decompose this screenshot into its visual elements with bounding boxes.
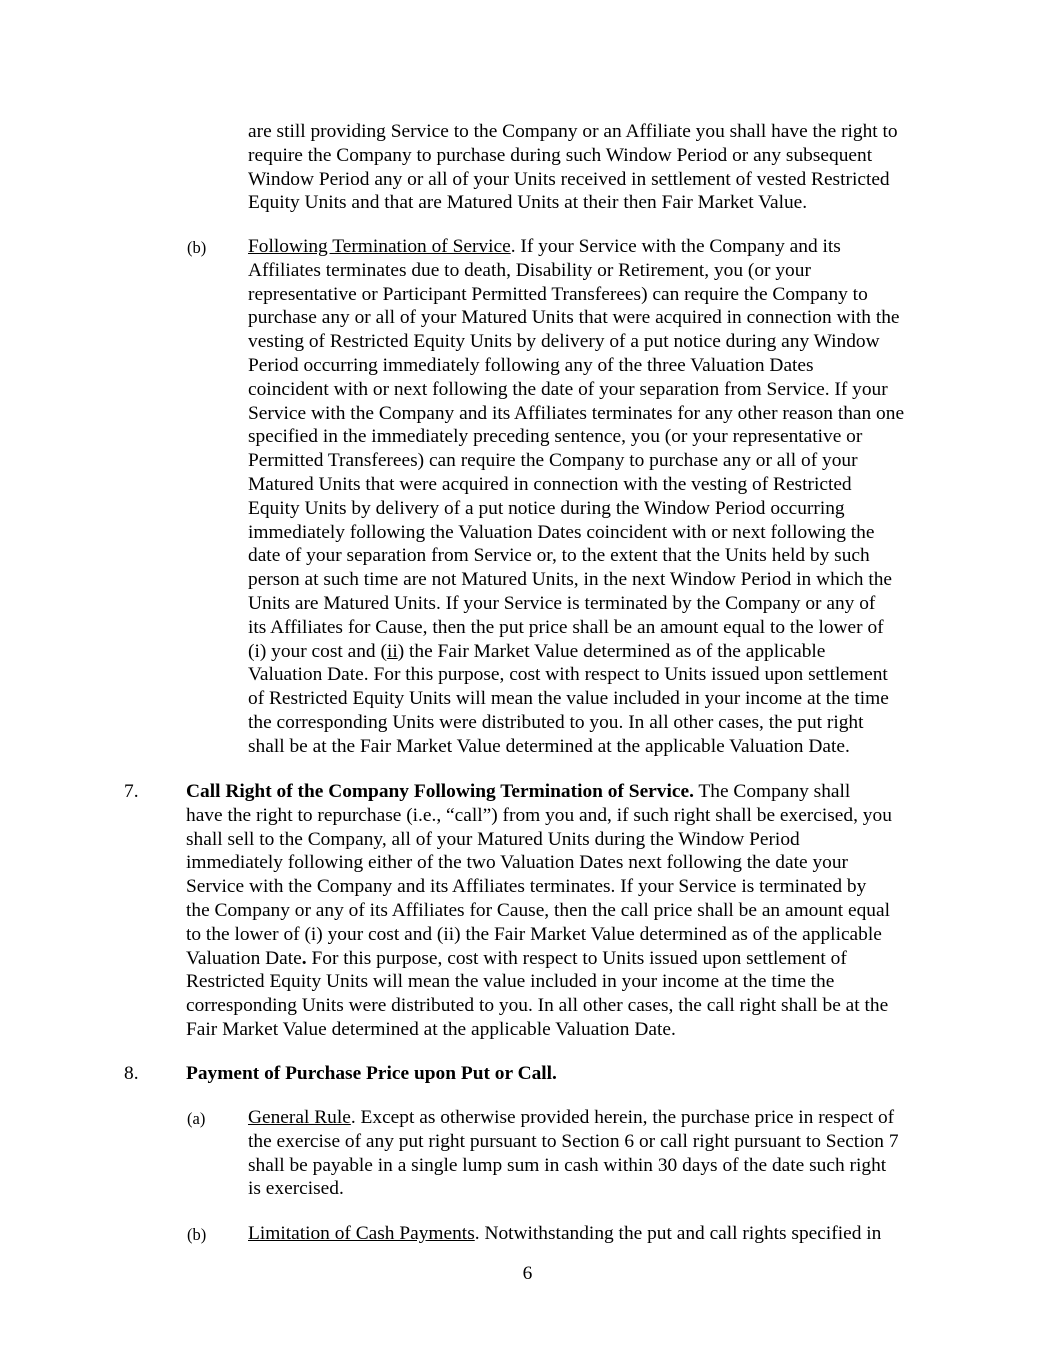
text-line: have the right to repurchase (i.e., “call”) from you and, if such right shall be exercised, you (186, 804, 892, 826)
text-line: immediately following the Valuation Dates coincident with or next following the (248, 521, 875, 543)
text-line: vesting of Restricted Equity Units by delivery of a put notice during any Window (248, 331, 880, 353)
text-line: Equity Units and that are Matured Units at their then Fair Market Value. (248, 192, 808, 214)
text-line: specified in the immediately preceding sentence, you (or your representative or (248, 426, 863, 448)
section-number-7: 7. (124, 781, 139, 802)
text-line: Service with the Company and its Affiliates terminates for any other reason than one (248, 402, 905, 424)
text-line: Limitation of Cash Payments. Notwithstanding the put and call rights specified in (248, 1223, 882, 1244)
text-line: Valuation Date. For this purpose, cost with respect to Units issued upon settlement of (186, 947, 847, 969)
text-line: (i) your cost and (ii) the Fair Market Value determined as of the applicable (248, 640, 826, 662)
page-number: 6 (522, 1263, 533, 1284)
text-line: the Company or any of its Affiliates for Cause, then the call price shall be an amount equal (186, 899, 890, 921)
text-line: is exercised. (248, 1178, 344, 1200)
text-line: corresponding Units were distributed to you. In all other cases, the call right shall be at the (186, 995, 889, 1017)
section-6b-paragraph (248, 235, 968, 759)
subsection-marker-6b: (b) (187, 238, 207, 257)
text-line: the exercise of any put right pursuant to Section 6 or call right pursuant to Section 7 (248, 1130, 899, 1152)
text-line: require the Company to purchase during such Window Period or any subsequent (248, 144, 873, 166)
text-line: the corresponding Units were distributed to you. In all other cases, the put right (248, 711, 864, 733)
section-heading: Call Right of the Company Following Termination of Service. (186, 781, 694, 802)
text-line: Following Termination of Service. If your Service with the Company and its (248, 236, 841, 257)
underlined-roman-numeral: ii (386, 640, 398, 662)
text-line: Restricted Equity Units will mean the value included in your income at the time the (186, 971, 835, 993)
text-line: Equity Units by delivery of a put notice during the Window Period occurring (248, 497, 845, 519)
text-line: Valuation Date. For this purpose, cost with respect to Units issued upon settlement (248, 664, 888, 686)
text-line: Units are Matured Units. If your Service is terminated by the Company or any of (248, 592, 876, 614)
text-line: purchase any or all of your Matured Units that were acquired in connection with the (248, 307, 900, 329)
subsection-heading: General Rule (248, 1107, 351, 1128)
text-line: representative or Participant Permitted Transferees) can require the Company to (248, 283, 868, 305)
text-line: Affiliates terminates due to death, Disability or Retirement, you (or your (248, 259, 811, 281)
text-line: coincident with or next following the date of your separation from Service. If your (248, 378, 888, 400)
subsection-marker-8a: (a) (187, 1109, 206, 1128)
text-line (186, 1062, 966, 1086)
text-line: shall sell to the Company, all of your Matured Units during the Window Period (186, 828, 800, 850)
text-line: Window Period any or all of your Units received in settlement of vested Restricted (248, 168, 890, 190)
section-heading: Payment of Purchase Price upon Put or Call. (186, 1063, 557, 1084)
continuation-paragraph (248, 120, 968, 215)
section-number-8: 8. (124, 1063, 139, 1084)
section-8b-paragraph (248, 1222, 968, 1246)
subsection-marker-8b: (b) (187, 1225, 207, 1244)
text-line: Period occurring immediately following any of the three Valuation Dates (248, 354, 814, 376)
section-7-paragraph (186, 780, 966, 1042)
text-line: immediately following either of the two Valuation Dates next following the date your (186, 852, 848, 874)
text-line: its Affiliates for Cause, then the put price shall be an amount equal to the lower of (248, 616, 884, 638)
text-line: Permitted Transferees) can require the Company to purchase any or all of your (248, 450, 858, 472)
text-line: shall be payable in a single lump sum in cash within 30 days of the date such right (248, 1154, 887, 1176)
text-line: person at such time are not Matured Units, in the next Window Period in which the (248, 569, 893, 591)
text-line: to the lower of (i) your cost and (ii) the Fair Market Value determined as of the applicable (186, 923, 882, 945)
text-line: Service with the Company and its Affiliates terminates. If your Service is terminated by (186, 876, 867, 898)
subsection-heading: Following Termination of Service (248, 236, 511, 257)
text-line: are still providing Service to the Company or an Affiliate you shall have the right to (248, 121, 898, 142)
text-line: shall be at the Fair Market Value determined at the applicable Valuation Date. (248, 735, 850, 757)
text-line: Call Right of the Company Following Termination of Service. The Company shall (186, 781, 851, 802)
text-line: date of your separation from Service or, to the extent that the Units held by such (248, 545, 870, 567)
section-8-heading (186, 1062, 966, 1086)
section-8a-paragraph (248, 1106, 968, 1201)
text-line: Matured Units that were acquired in connection with the vesting of Restricted (248, 473, 852, 495)
subsection-heading: Limitation of Cash Payments (248, 1223, 475, 1244)
text-line: General Rule. Except as otherwise provided herein, the purchase price in respect of (248, 1107, 895, 1128)
text-line: of Restricted Equity Units will mean the value included in your income at the time (248, 688, 889, 710)
text-line: Fair Market Value determined at the applicable Valuation Date. (186, 1018, 676, 1040)
